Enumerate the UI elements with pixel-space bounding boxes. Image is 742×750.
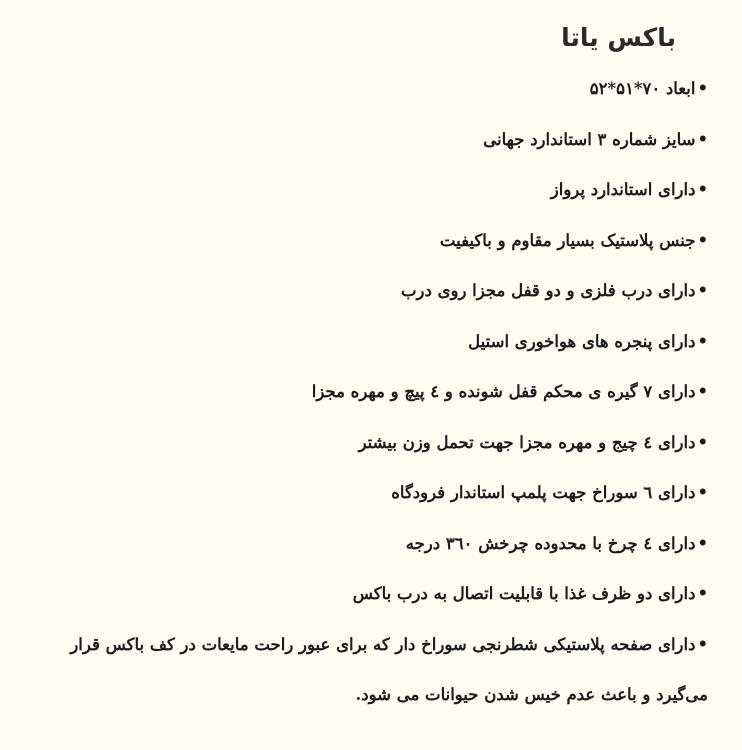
feature-item-clips xyxy=(30,367,708,418)
feature-list xyxy=(30,64,708,720)
feature-text: سایز شماره ۳ استاندارد جهانی xyxy=(483,129,696,149)
bullet-icon: • xyxy=(697,483,708,502)
bullet-icon: • xyxy=(697,533,708,553)
feature-text: دارای استاندارد پرواز xyxy=(550,180,696,199)
bullet-icon: • xyxy=(697,79,708,98)
feature-text: دارای صفحه پلاستیکی شطرنجی سوراخ دار که برای عبور راحت مایعات در کف باکس قرار می‌گیرد و باعث عدم خیس شدن حیوانات می شود. xyxy=(70,634,708,704)
feature-item-wheels xyxy=(30,519,708,570)
feature-text: دارای ٦ سوراخ جهت پلمپ استاندار فرودگاه xyxy=(391,483,696,502)
bullet-icon: • xyxy=(697,432,708,452)
feature-text: ابعاد ۷۰*۵۱*۵۲ xyxy=(589,79,696,98)
feature-text: دارای ٤ چرخ با محدوده چرخش ۳٦۰ درجه xyxy=(405,533,696,553)
bullet-icon: • xyxy=(697,584,708,603)
feature-text: دارای پنجره های هواخوری استیل xyxy=(468,331,696,351)
feature-text: دارای دو ظرف غذا با قابلیت اتصال به درب باکس xyxy=(352,584,696,603)
feature-item-material xyxy=(30,216,708,267)
bullet-icon: • xyxy=(697,634,708,654)
feature-text: جنس پلاستیک بسیار مقاوم و باکیفیت xyxy=(439,230,696,250)
bullet-icon: • xyxy=(697,230,708,250)
feature-item-seal-holes xyxy=(30,468,708,519)
feature-item-vent-windows xyxy=(30,317,708,368)
feature-item-dimensions xyxy=(30,64,708,115)
feature-item-flight-standard xyxy=(30,165,708,216)
bullet-icon: • xyxy=(697,281,708,300)
feature-item-floor-grid xyxy=(30,620,708,720)
feature-text: دارای ۷ گیره ی محکم قفل شونده و ٤ پیچ و مهره مجزا xyxy=(311,382,696,401)
bullet-icon: • xyxy=(697,331,708,351)
bullet-icon: • xyxy=(697,382,708,401)
product-title: باکس یاتا xyxy=(561,23,676,52)
feature-item-food-bowls xyxy=(30,569,708,620)
feature-item-bolts xyxy=(30,418,708,469)
feature-text: دارای ٤ چیج و مهره مجزا جهت تحمل وزن بیشتر xyxy=(358,432,696,452)
bullet-icon: • xyxy=(697,129,708,149)
feature-text: دارای درب فلزی و دو قفل مجزا روی درب xyxy=(400,281,696,300)
feature-item-metal-door xyxy=(30,266,708,317)
bullet-icon: • xyxy=(697,180,708,199)
feature-item-size xyxy=(30,115,708,166)
